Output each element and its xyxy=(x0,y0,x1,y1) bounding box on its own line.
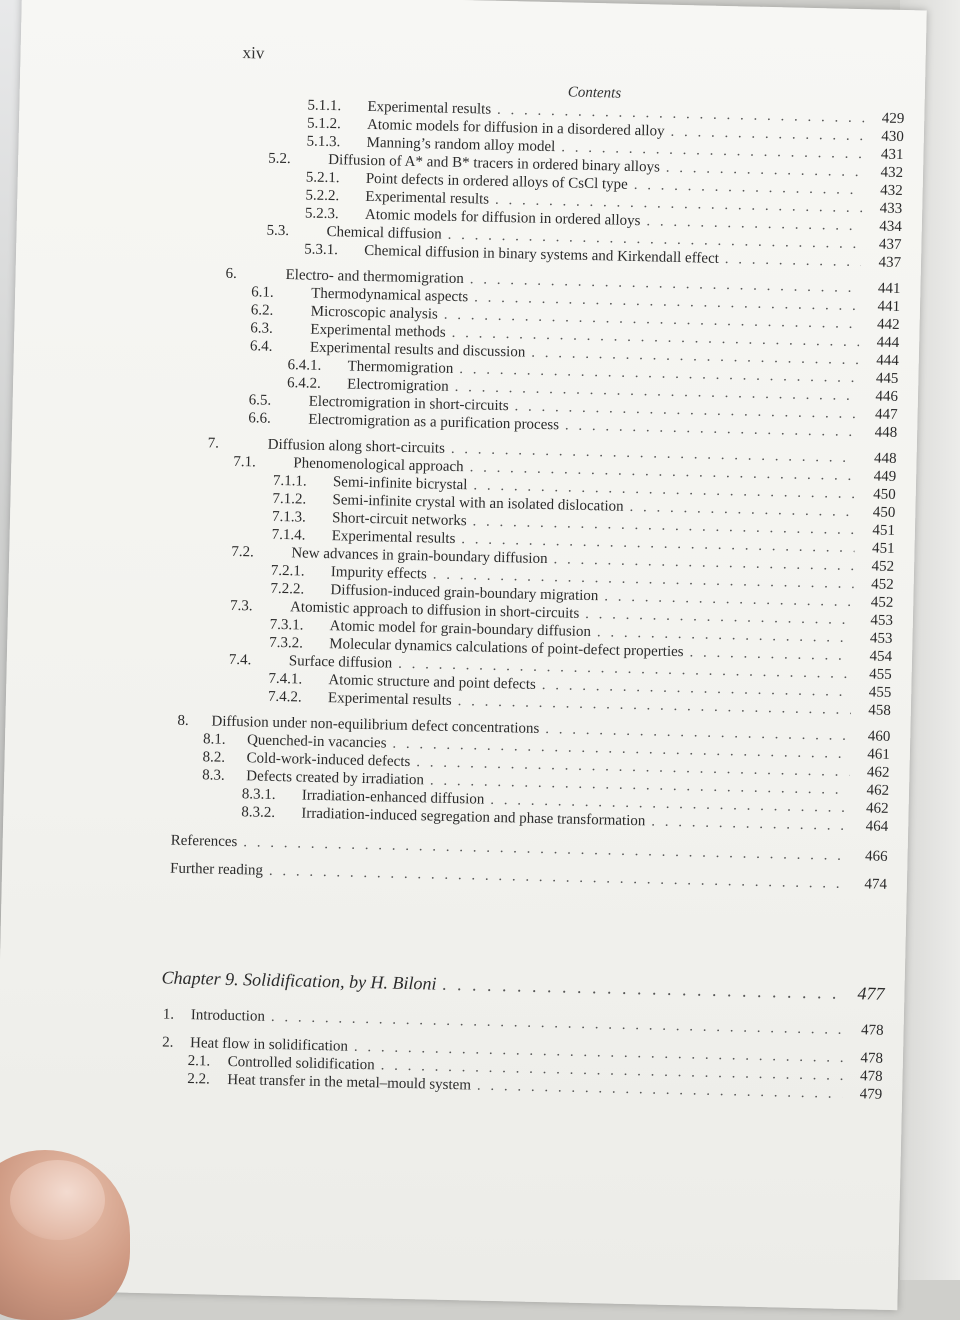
toc-entry-page: 445 xyxy=(875,370,899,387)
toc-entry-page: 479 xyxy=(859,1086,883,1103)
toc-entry-number: 7. xyxy=(207,435,220,452)
toc-entry-title: Heat transfer in the metal–mould system xyxy=(227,1071,472,1094)
toc-entry-title: Heat flow in solidification xyxy=(189,1035,349,1055)
toc-entry-page: 462 xyxy=(866,764,890,781)
toc-entry-page: 429 xyxy=(881,110,905,128)
toc-entry-number: 5.3.1. xyxy=(304,241,339,259)
chapter-heading xyxy=(161,968,884,1002)
toc-entry-number: 5.2. xyxy=(268,150,291,168)
toc-entry-number: 5.3. xyxy=(266,222,290,240)
toc-entry-number: 8.3.1. xyxy=(241,786,276,803)
toc-entry-number: 6.6. xyxy=(248,410,272,427)
toc-entry-number: 8. xyxy=(177,712,189,729)
toc-entry-title: Experimental results xyxy=(365,188,490,208)
toc-entry-title: Cold-work-induced defects xyxy=(246,750,411,771)
toc-entry-number: 7.1.1. xyxy=(272,472,307,490)
toc-entry-title: Electro- and thermomigration xyxy=(285,267,465,288)
toc-entry-title: Point defects in ordered alloys of CsCl type xyxy=(365,170,628,193)
toc-entry-number: 6.4. xyxy=(249,338,273,355)
toc-entry-title: Irradiation-induced segregation and phase transformation xyxy=(301,805,646,830)
toc-entry-page: 444 xyxy=(876,334,900,351)
toc-entry-page: 460 xyxy=(867,728,891,745)
toc-entry-number: 2.2. xyxy=(187,1071,211,1088)
toc-entry-page: 442 xyxy=(876,316,900,333)
toc-entry-title: Atomistic approach to diffusion in short-circuits xyxy=(289,599,580,622)
toc-entry-page: 447 xyxy=(874,406,898,423)
toc-entry-title: Quenched-in vacancies xyxy=(246,732,387,752)
toc-entry-title: References xyxy=(170,832,238,851)
toc-entry-title: Diffusion under non-equilibrium defect concentrations xyxy=(211,713,540,737)
toc-entry-page: 478 xyxy=(860,1022,884,1039)
page-folio: xiv xyxy=(242,43,265,63)
toc-entry-title: Experimental results xyxy=(331,528,456,547)
toc-entry-number: 7.3. xyxy=(229,597,253,615)
toc-entry-number: 7.2. xyxy=(231,543,254,561)
toc-entry-title: Introduction xyxy=(190,1007,266,1025)
toc-entry-page: 455 xyxy=(869,666,892,683)
toc-entry-number: 5.2.2. xyxy=(305,187,340,205)
toc-entry-number: 8.3.2. xyxy=(241,804,276,821)
toc-entry-page: 441 xyxy=(877,298,901,315)
toc-entry-title: New advances in grain-boundary diffusion xyxy=(291,545,548,568)
toc-entry-title: Phenomenological approach xyxy=(293,455,464,476)
toc-entry-title: Surface diffusion xyxy=(288,653,393,672)
toc-entry-title: Manning’s random alloy model xyxy=(366,134,556,156)
toc-entry-title: Semi-infinite bicrystal xyxy=(332,474,468,494)
toc-entry-page: 449 xyxy=(873,468,897,485)
toc-entry-title: Semi-infinite crystal with an isolated dislocation xyxy=(332,492,624,515)
toc-entry-number: 7.3.2. xyxy=(269,634,304,652)
toc-entry-number: 7.2.2. xyxy=(270,580,305,598)
toc-entry-title: Experimental results xyxy=(367,98,492,118)
toc-entry-title: Controlled solidification xyxy=(227,1053,375,1074)
toc-entry-number: 6.4.1. xyxy=(287,357,322,374)
toc-entry-page: 452 xyxy=(871,576,894,593)
chapter-page: 477 xyxy=(857,983,885,1004)
toc-entry-page: 431 xyxy=(880,146,904,164)
toc-entry-number: 7.1. xyxy=(233,453,257,471)
toc-entry-number: 7.1.2. xyxy=(272,490,307,508)
toc-entry-number: 8.2. xyxy=(202,749,226,766)
toc-entry-page: 453 xyxy=(870,612,894,629)
toc-entry-title: Electromigration in short-circuits xyxy=(308,393,509,415)
toc-entry-title: Electromigration as a purification process xyxy=(308,411,560,434)
toc-entry-title: Atomic models for diffusion in a disordered alloy xyxy=(366,116,665,140)
toc-entry-page: 455 xyxy=(868,684,892,701)
toc-entry-number: 6.5. xyxy=(248,392,272,409)
toc-entry-number: 5.2.3. xyxy=(304,205,339,223)
toc-entry-title: Thermomigration xyxy=(347,358,454,377)
toc-entry-title: Diffusion-induced grain-boundary migration xyxy=(330,582,599,605)
toc-entry xyxy=(163,1005,884,1039)
toc-entry-number: 6.4.2. xyxy=(286,375,322,392)
toc-entry-title: Experimental results xyxy=(327,690,452,709)
toc-entry-number: 2.1. xyxy=(187,1053,211,1070)
toc-entry-page: 437 xyxy=(878,236,902,254)
toc-entry-page: 433 xyxy=(879,200,903,218)
toc-entry-page: 432 xyxy=(880,164,904,182)
toc-entry-page: 478 xyxy=(859,1068,883,1085)
toc-entry-page: 451 xyxy=(872,522,896,539)
toc-entry-page: 451 xyxy=(871,540,895,557)
leader-dots xyxy=(271,1008,844,1039)
leader-dots xyxy=(243,833,848,865)
toc-entry-title: Experimental results and discussion xyxy=(309,339,526,361)
toc-entry-title: Defects created by irradiation xyxy=(246,768,425,789)
toc-entry-number: 6.3. xyxy=(250,320,274,337)
toc-entry-number: 5.1.2. xyxy=(306,115,341,133)
toc-entry-title: Short-circuit networks xyxy=(331,510,467,530)
toc-entry-title: Microscopic analysis xyxy=(310,303,438,323)
toc-entry-number: 8.1. xyxy=(202,731,226,748)
toc-entry-page: 430 xyxy=(881,128,905,146)
toc-entry-number: 7.1.3. xyxy=(271,508,307,526)
toc-entry-number: 7.3.1. xyxy=(269,616,304,634)
toc-entry-number: 7.4. xyxy=(228,651,252,669)
toc-entry-number: 7.1.4. xyxy=(271,526,306,544)
toc-entry-number: 7.4.1. xyxy=(268,670,303,688)
toc-entry-page: 462 xyxy=(866,782,890,799)
toc-entry-title: Further reading xyxy=(169,860,264,879)
toc-entry-page: 453 xyxy=(869,630,893,647)
leader-dots xyxy=(651,812,848,834)
toc-entry-number: 7.2.1. xyxy=(270,562,305,580)
toc-entry-title: Impurity effects xyxy=(330,564,427,583)
toc-entry-page: 434 xyxy=(879,218,903,236)
toc-entry-title: Electromigration xyxy=(346,376,449,395)
toc-entry-page: 437 xyxy=(878,254,902,272)
leader-dots xyxy=(725,250,862,271)
toc-entry-page: 452 xyxy=(871,558,895,575)
toc-entry-title: Diffusion of A* and B* tracers in ordered binary alloys xyxy=(328,151,661,176)
toc-entry-page: 461 xyxy=(867,746,891,763)
toc-entry-number: 5.1.1. xyxy=(307,97,342,115)
toc-entry-number: 6. xyxy=(225,265,238,282)
toc-entry xyxy=(171,832,888,866)
toc-entry-page: 478 xyxy=(860,1050,884,1067)
chapter-title: Chapter 9. Solidification, by H. Biloni xyxy=(161,967,437,994)
toc-entry-title: Diffusion along short-circuits xyxy=(267,436,446,457)
toc-entry-page: 448 xyxy=(873,450,897,467)
toc-entry-title: Molecular dynamics calculations of point-defect properties xyxy=(329,636,684,661)
toc-entry-title: Atomic structure and point defects xyxy=(328,672,536,693)
toc-entry-page: 466 xyxy=(864,848,888,865)
toc-entry-page: 446 xyxy=(875,388,899,405)
toc-entry-title: Thermodynamical aspects xyxy=(311,285,469,306)
toc-entry-page: 474 xyxy=(864,876,888,893)
toc-entry-page: 454 xyxy=(869,648,893,665)
toc-entry-title: Chemical diffusion xyxy=(326,223,442,243)
leader-dots xyxy=(269,862,847,893)
running-head: Contents xyxy=(567,84,622,102)
toc-entry-page: 450 xyxy=(873,486,896,503)
toc-entry-number: 5.2.1. xyxy=(305,169,340,187)
toc-entry-page: 441 xyxy=(877,280,901,298)
toc-entry-number: 6.2. xyxy=(250,302,274,319)
toc-entry-number: 5.1.3. xyxy=(306,133,341,151)
toc-entry xyxy=(170,860,887,894)
thumbnail-nail xyxy=(10,1160,105,1240)
toc-entry-title: Irradiation-enhanced diffusion xyxy=(301,787,485,808)
toc-entry-title: Atomic models for diffusion in ordered alloys xyxy=(364,206,641,230)
toc-entry-page: 444 xyxy=(876,352,899,369)
toc-entry-title: Experimental methods xyxy=(310,321,446,341)
toc-entry-page: 432 xyxy=(879,182,903,200)
toc-entry-number: 8.3. xyxy=(202,767,225,784)
toc-entry-title: Atomic model for grain-boundary diffusion xyxy=(329,618,592,641)
toc-entry-page: 452 xyxy=(870,594,894,611)
toc-entry-page: 464 xyxy=(865,818,889,835)
toc-entry-page: 448 xyxy=(874,424,898,441)
toc-entry-number: 7.4.2. xyxy=(267,688,302,706)
toc-entry-number: 2. xyxy=(161,1034,174,1051)
leader-dots xyxy=(442,975,844,1002)
toc-entry-page: 450 xyxy=(872,504,896,521)
toc-entry-number: 6.1. xyxy=(251,284,274,301)
toc-entry-page: 458 xyxy=(868,702,892,719)
toc-entry-number: 1. xyxy=(162,1006,175,1023)
toc-entry-title: Chemical diffusion in binary systems and Kirkendall effect xyxy=(363,242,720,267)
toc-entry-page: 462 xyxy=(865,800,889,817)
